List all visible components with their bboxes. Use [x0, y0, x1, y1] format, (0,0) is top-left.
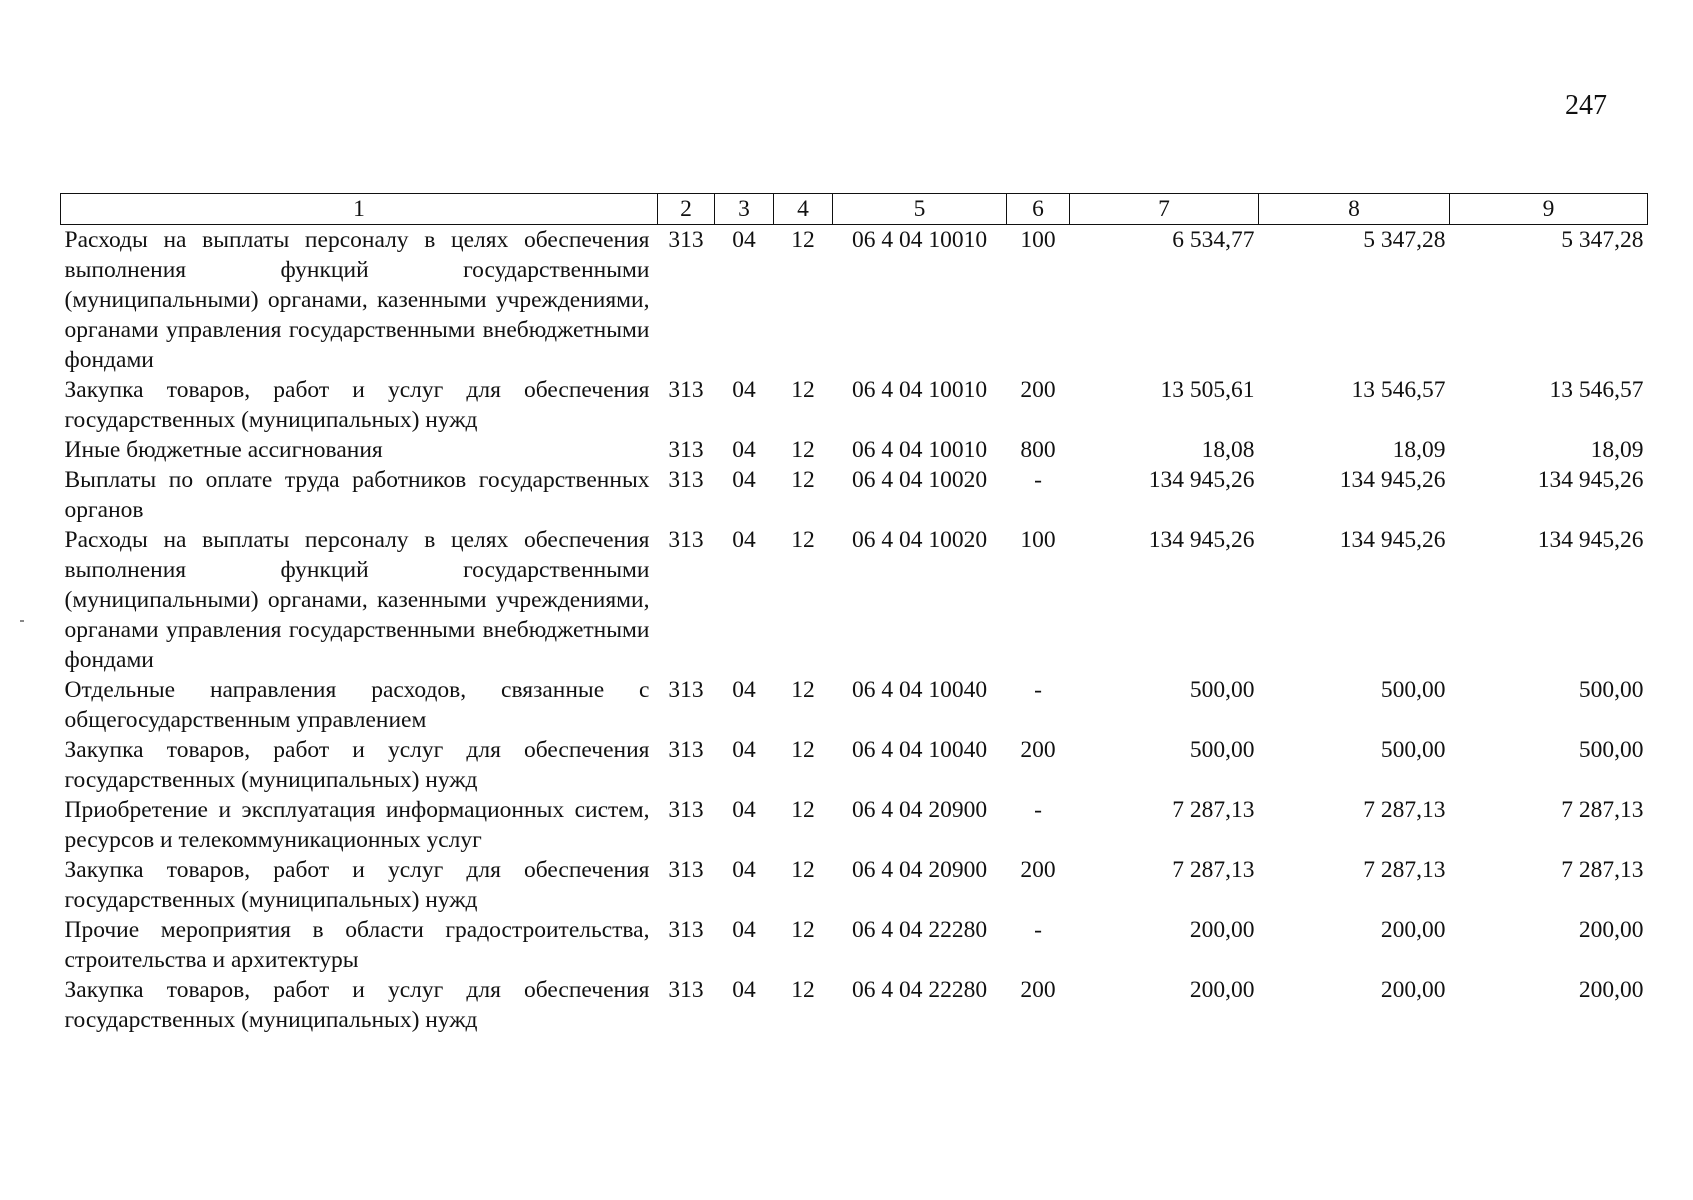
row-ved: 313 [668, 857, 704, 883]
row-pr: 12 [791, 977, 815, 1003]
row-amount-1: 200,00 [1189, 917, 1255, 943]
row-name: Приобретение и эксплуатация информационных систем, ресурсов и телекоммуникационных услуг [64, 797, 650, 853]
row-vr: - [1034, 797, 1042, 823]
row-pr: 12 [791, 377, 815, 403]
row-pr: 12 [791, 917, 815, 943]
budget-table [60, 193, 1648, 1035]
row-ved: 313 [668, 527, 704, 553]
row-amount-1: 6 534,77 [1172, 227, 1255, 253]
row-amount-1: 13 505,61 [1160, 377, 1255, 403]
table-row [61, 525, 1648, 675]
row-amount-2: 18,09 [1392, 437, 1446, 463]
row-vr: - [1034, 917, 1042, 943]
table-row [61, 735, 1648, 795]
row-name: Выплаты по оплате труда работников государственных органов [64, 467, 650, 523]
row-amount-2: 200,00 [1380, 917, 1446, 943]
row-rz: 04 [732, 227, 756, 253]
row-amount-3: 7 287,13 [1561, 857, 1644, 883]
table-row [61, 435, 1648, 465]
row-ved: 313 [668, 227, 704, 253]
row-rz: 04 [732, 467, 756, 493]
row-csr: 06 4 04 22280 [851, 977, 988, 1003]
row-amount-1: 7 287,13 [1172, 797, 1255, 823]
table-row [61, 975, 1648, 1035]
row-csr: 06 4 04 10010 [851, 377, 988, 403]
row-rz: 04 [732, 857, 756, 883]
row-amount-3: 500,00 [1578, 677, 1644, 703]
row-csr: 06 4 04 22280 [851, 917, 988, 943]
row-rz: 04 [732, 377, 756, 403]
row-name: Закупка товаров, работ и услуг для обеспечения государственных (муниципальных) нужд [64, 737, 650, 793]
row-pr: 12 [791, 527, 815, 553]
row-pr: 12 [791, 737, 815, 763]
header-col-3: 3 [715, 194, 774, 225]
row-amount-2: 7 287,13 [1363, 797, 1446, 823]
header-row [61, 194, 1648, 225]
row-vr: 200 [1020, 977, 1056, 1003]
page-number: 247 [1565, 90, 1607, 121]
row-name: Закупка товаров, работ и услуг для обеспечения государственных (муниципальных) нужд [64, 377, 650, 433]
table-row [61, 375, 1648, 435]
row-csr: 06 4 04 20900 [851, 857, 988, 883]
row-pr: 12 [791, 857, 815, 883]
row-ved: 313 [668, 437, 704, 463]
row-amount-1: 200,00 [1189, 977, 1255, 1003]
row-rz: 04 [732, 677, 756, 703]
row-rz: 04 [732, 737, 756, 763]
row-amount-1: 500,00 [1189, 737, 1255, 763]
row-amount-2: 134 945,26 [1339, 467, 1446, 493]
row-csr: 06 4 04 10040 [851, 677, 988, 703]
row-amount-3: 200,00 [1578, 977, 1644, 1003]
row-amount-2: 134 945,26 [1339, 527, 1446, 553]
row-vr: - [1034, 467, 1042, 493]
row-amount-2: 13 546,57 [1351, 377, 1446, 403]
row-csr: 06 4 04 10010 [851, 227, 988, 253]
row-name: Закупка товаров, работ и услуг для обеспечения государственных (муниципальных) нужд [64, 857, 650, 913]
row-ved: 313 [668, 917, 704, 943]
row-ved: 313 [668, 797, 704, 823]
row-name: Расходы на выплаты персоналу в целях обеспечения выполнения функций государственными (муниципальными) органами, казенными учреждениями, органами управления государственными внебюджетными фондами [64, 227, 650, 373]
row-csr: 06 4 04 10040 [851, 737, 988, 763]
row-amount-1: 7 287,13 [1172, 857, 1255, 883]
row-ved: 313 [668, 737, 704, 763]
row-csr: 06 4 04 20900 [851, 797, 988, 823]
row-rz: 04 [732, 527, 756, 553]
table-body [61, 225, 1648, 1036]
row-name: Прочие мероприятия в области градостроительства, строительства и архитектуры [64, 917, 650, 973]
header-col-4: 4 [774, 194, 833, 225]
row-amount-3: 200,00 [1578, 917, 1644, 943]
row-amount-1: 18,08 [1201, 437, 1255, 463]
table-header [61, 194, 1648, 225]
header-col-7: 7 [1070, 194, 1259, 225]
row-pr: 12 [791, 227, 815, 253]
row-amount-3: 7 287,13 [1561, 797, 1644, 823]
row-ved: 313 [668, 677, 704, 703]
header-col-2: 2 [658, 194, 715, 225]
row-amount-1: 134 945,26 [1148, 467, 1255, 493]
row-rz: 04 [732, 977, 756, 1003]
row-pr: 12 [791, 437, 815, 463]
row-amount-3: 5 347,28 [1561, 227, 1644, 253]
row-csr: 06 4 04 10020 [851, 527, 988, 553]
row-vr: 200 [1020, 737, 1056, 763]
row-amount-3: 500,00 [1578, 737, 1644, 763]
row-vr: 100 [1020, 227, 1056, 253]
row-amount-1: 134 945,26 [1148, 527, 1255, 553]
header-col-6: 6 [1007, 194, 1070, 225]
row-vr: 200 [1020, 377, 1056, 403]
row-pr: 12 [791, 467, 815, 493]
row-name: Закупка товаров, работ и услуг для обеспечения государственных (муниципальных) нужд [64, 977, 650, 1033]
row-amount-3: 13 546,57 [1549, 377, 1644, 403]
row-ved: 313 [668, 377, 704, 403]
row-amount-3: 18,09 [1590, 437, 1644, 463]
row-ved: 313 [668, 977, 704, 1003]
table-row [61, 465, 1648, 525]
table-row [61, 225, 1648, 376]
table-row [61, 675, 1648, 735]
row-amount-2: 500,00 [1380, 737, 1446, 763]
table-row [61, 915, 1648, 975]
row-amount-2: 200,00 [1380, 977, 1446, 1003]
row-csr: 06 4 04 10010 [851, 437, 988, 463]
row-name: Отдельные направления расходов, связанные с общегосударственным управлением [64, 677, 650, 733]
row-amount-2: 7 287,13 [1363, 857, 1446, 883]
row-amount-3: 134 945,26 [1537, 527, 1644, 553]
header-col-1: 1 [61, 194, 658, 225]
scan-artifact-mark [20, 620, 24, 622]
row-rz: 04 [732, 437, 756, 463]
header-col-5: 5 [833, 194, 1007, 225]
row-pr: 12 [791, 797, 815, 823]
row-name: Иные бюджетные ассигнования [64, 437, 383, 463]
row-amount-2: 5 347,28 [1363, 227, 1446, 253]
row-vr: 800 [1020, 437, 1056, 463]
row-rz: 04 [732, 797, 756, 823]
table-row [61, 855, 1648, 915]
row-amount-3: 134 945,26 [1537, 467, 1644, 493]
row-name: Расходы на выплаты персоналу в целях обеспечения выполнения функций государственными (муниципальными) органами, казенными учреждениями, органами управления государственными внебюджетными фондами [64, 527, 650, 673]
row-amount-2: 500,00 [1380, 677, 1446, 703]
row-vr: 100 [1020, 527, 1056, 553]
header-col-8: 8 [1259, 194, 1450, 225]
row-ved: 313 [668, 467, 704, 493]
row-amount-1: 500,00 [1189, 677, 1255, 703]
row-vr: - [1034, 677, 1042, 703]
row-rz: 04 [732, 917, 756, 943]
header-col-9: 9 [1450, 194, 1648, 225]
row-pr: 12 [791, 677, 815, 703]
row-csr: 06 4 04 10020 [851, 467, 988, 493]
row-vr: 200 [1020, 857, 1056, 883]
table-row [61, 795, 1648, 855]
